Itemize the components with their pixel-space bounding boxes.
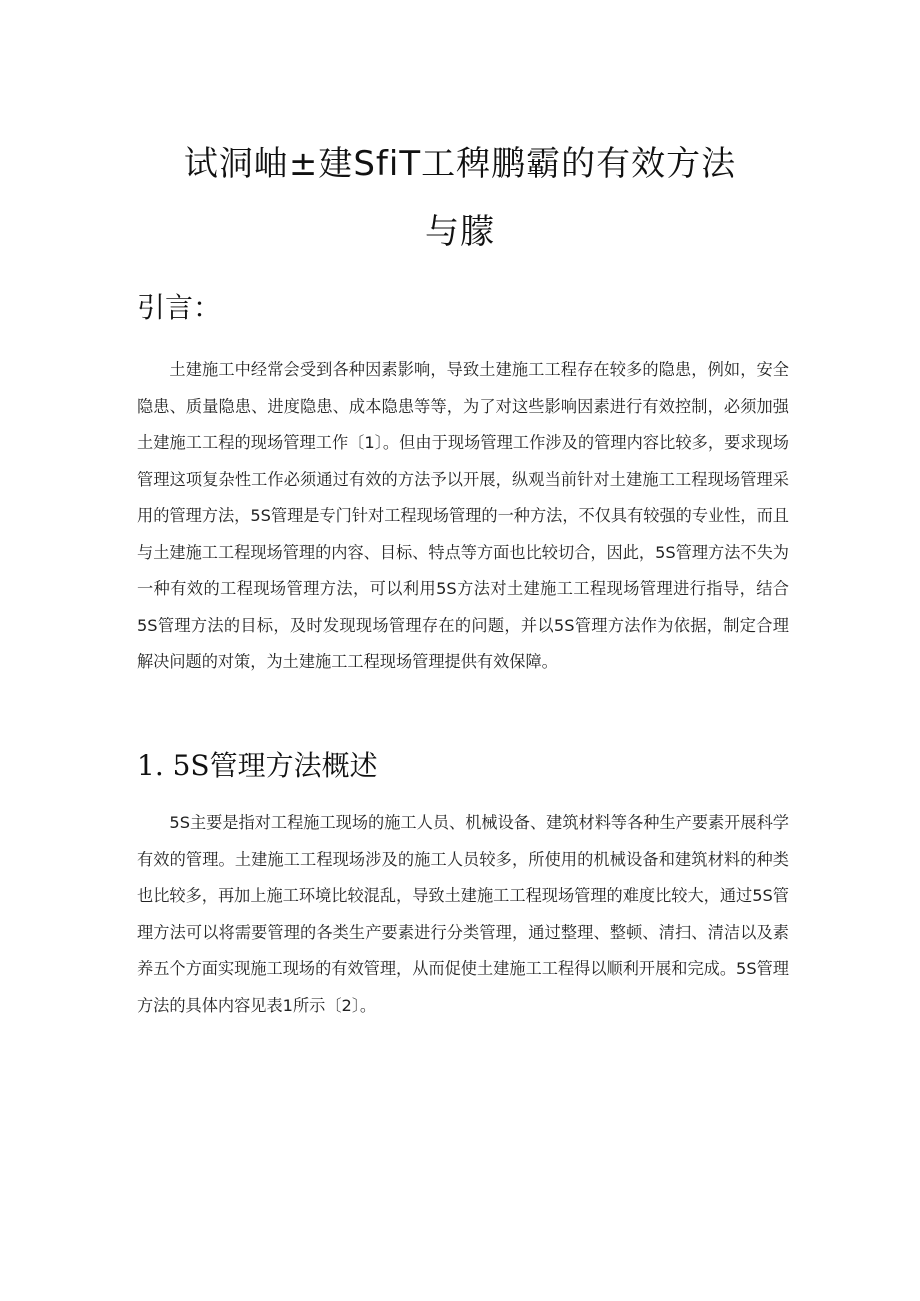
document-title-line-1: 试洞岫±建SfiT工稗鹏霸的有效方法: [183, 144, 737, 184]
intro-heading: 引言：: [137, 291, 222, 324]
section-1-heading: 1. 5S管理方法概述: [137, 749, 378, 782]
intro-paragraph: 土建施工中经常会受到各种因素影响，导致土建施工工程存在较多的隐患，例如，安全隐患、质量隐患、进度隐患、成本隐患等等，为了对这些影响因素进行有效控制，必须加强土建施工工程的现场管理工作〔1〕。但由于现场管理工作涉及的管理内容比较多，要求现场管理这项复杂性工作必须通过有效的方法予以开展，纵观当前针对土建施工工程现场管理采用的管理方法，5S管理是专门针对工程现场管理的一种方法，不仅具有较强的专业性，而且与土建施工工程现场管理的内容、目标、特点等方面也比较切合，因此，5S管理方法不失为一种有效的工程现场管理方法，可以利用5S方法对土建施工工程现场管理进行指导，结合5S管理方法的目标，及时发现现场管理存在的问题，并以5S管理方法作为依据，制定合理解决问题的对策，为土建施工工程现场管理提供有效保障。: [137, 360, 789, 671]
document-title-line-2: 与朦: [425, 212, 495, 252]
section-1-paragraph: 5S主要是指对工程施工现场的施工人员、机械设备、建筑材料等各种生产要素开展科学有效的管理。土建施工工程现场涉及的施工人员较多，所使用的机械设备和建筑材料的种类也比较多，再加上施工环境比较混乱，导致土建施工工程现场管理的难度比较大，通过5S管理方法可以将需要管理的各类生产要素进行分类管理，通过整理、整顿、清扫、清洁以及素养五个方面实现施工现场的有效管理，从而促使土建施工工程得以顺利开展和完成。5S管理方法的具体内容见表1所示〔2〕。: [137, 813, 789, 1015]
